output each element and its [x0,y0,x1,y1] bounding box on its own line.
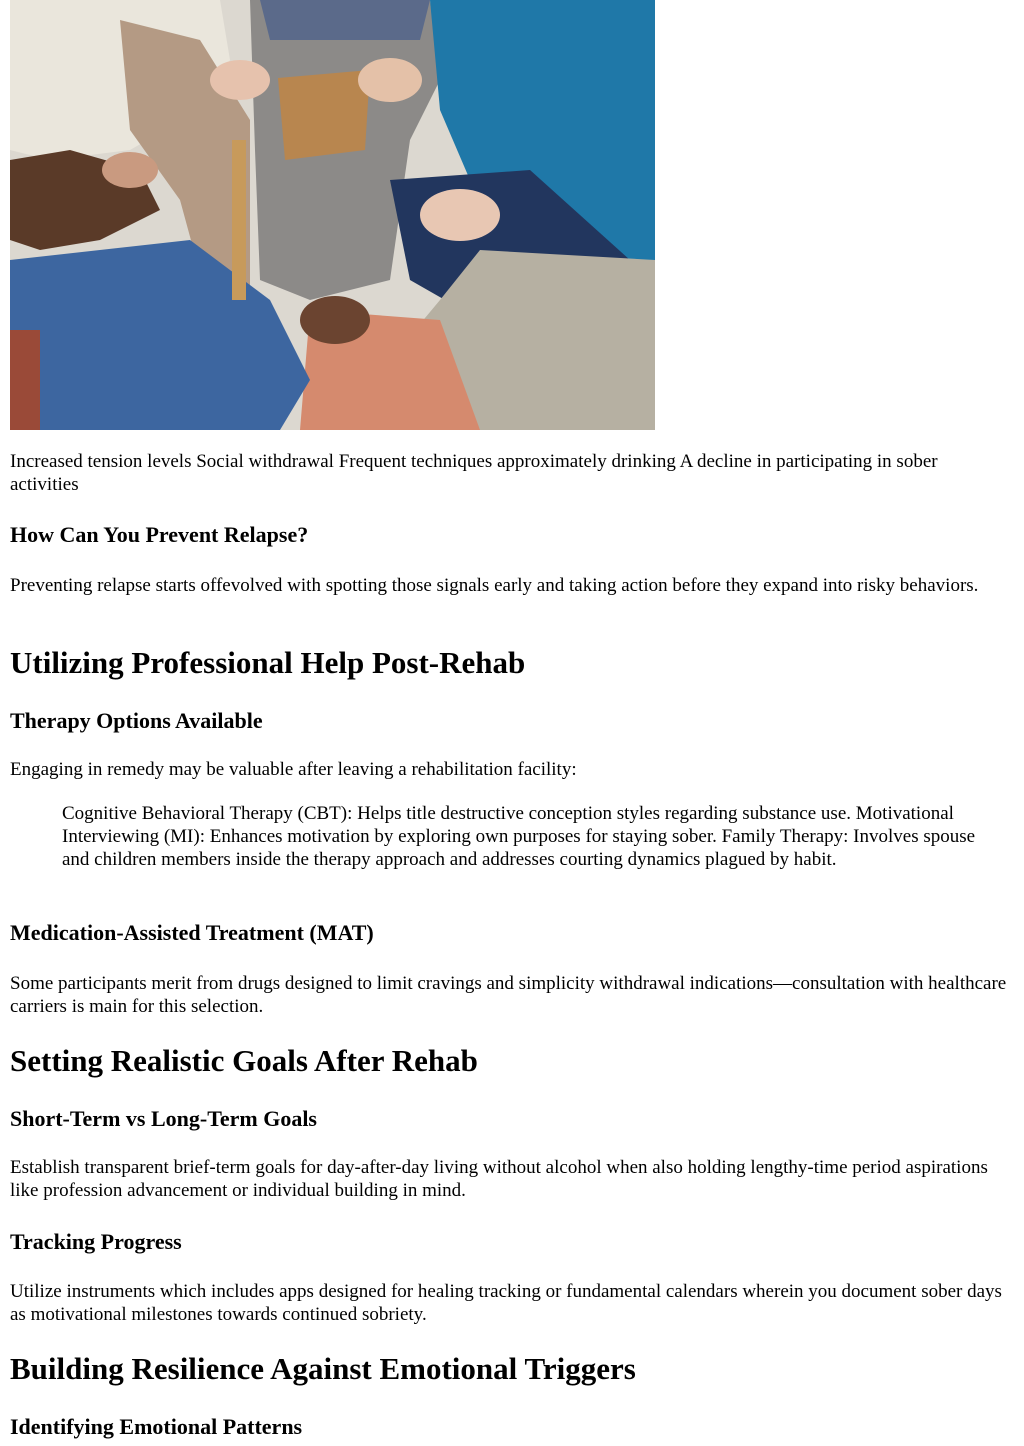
therapy-options-paragraph [10,758,1010,781]
resilience-section [10,1351,1010,1387]
group-support-photo [10,0,655,430]
mat-heading: Medication-Assisted Treatment (MAT) [10,920,374,945]
list-item: Motivational Interviewing (MI): Enhances motivation by exploring own purposes for staying sober. [62,803,954,847]
professional-help-section [10,645,1010,681]
mat-paragraph [10,972,1010,1018]
term-goals-text: Establish transparent brief-term goals for day-after-day living without alcohol when also holding lengthy-time period aspirations like profession advancement or individual building in mind. [10,1157,988,1201]
therapy-list [62,802,997,871]
list-item: Cognitive Behavioral Therapy (CBT): Helps title destructive conception styles regarding substance use. [62,803,856,824]
resilience-heading: Building Resilience Against Emotional Triggers [10,1351,636,1386]
mat-text: Some participants merit from drugs designed to limit cravings and simplicity withdrawal indications—consultation with healthcare carriers is main for this selection. [10,973,1007,1017]
prevent-relapse-section [10,522,1010,548]
therapy-options-section [10,708,1010,734]
warning-signs-text: Increased tension levels Social withdrawal Frequent techniques approximately drinking A decline in participating in sober activities [10,451,938,495]
therapy-options-heading: Therapy Options Available [10,708,263,733]
tracking-section [10,1229,1010,1255]
tracking-heading: Tracking Progress [10,1229,182,1254]
mat-section [10,920,1010,946]
warning-signs-paragraph [10,450,1010,496]
prevent-relapse-text: Preventing relapse starts offevolved with spotting those signals early and taking action before they expand into risky behaviors. [10,575,979,596]
prevent-relapse-heading: How Can You Prevent Relapse? [10,522,309,547]
goals-heading: Setting Realistic Goals After Rehab [10,1043,478,1078]
term-goals-section [10,1106,1010,1132]
term-goals-paragraph [10,1156,1010,1202]
emotional-patterns-heading: Identifying Emotional Patterns [10,1414,303,1439]
professional-help-heading: Utilizing Professional Help Post-Rehab [10,645,526,680]
tracking-paragraph [10,1280,1010,1326]
emotional-patterns-section [10,1414,1010,1440]
goals-section [10,1043,1010,1079]
prevent-relapse-paragraph [10,574,1010,597]
list-item: Family Therapy: Involves spouse and children members inside the therapy approach and addresses courting dynamics plagued by habit. [62,826,976,870]
therapy-options-text: Engaging in remedy may be valuable after leaving a rehabilitation facility: [10,759,577,780]
term-goals-heading: Short-Term vs Long-Term Goals [10,1106,317,1131]
tracking-text: Utilize instruments which includes apps designed for healing tracking or fundamental calendars wherein you document sober days as motivational milestones towards continued sobriety. [10,1281,1002,1325]
